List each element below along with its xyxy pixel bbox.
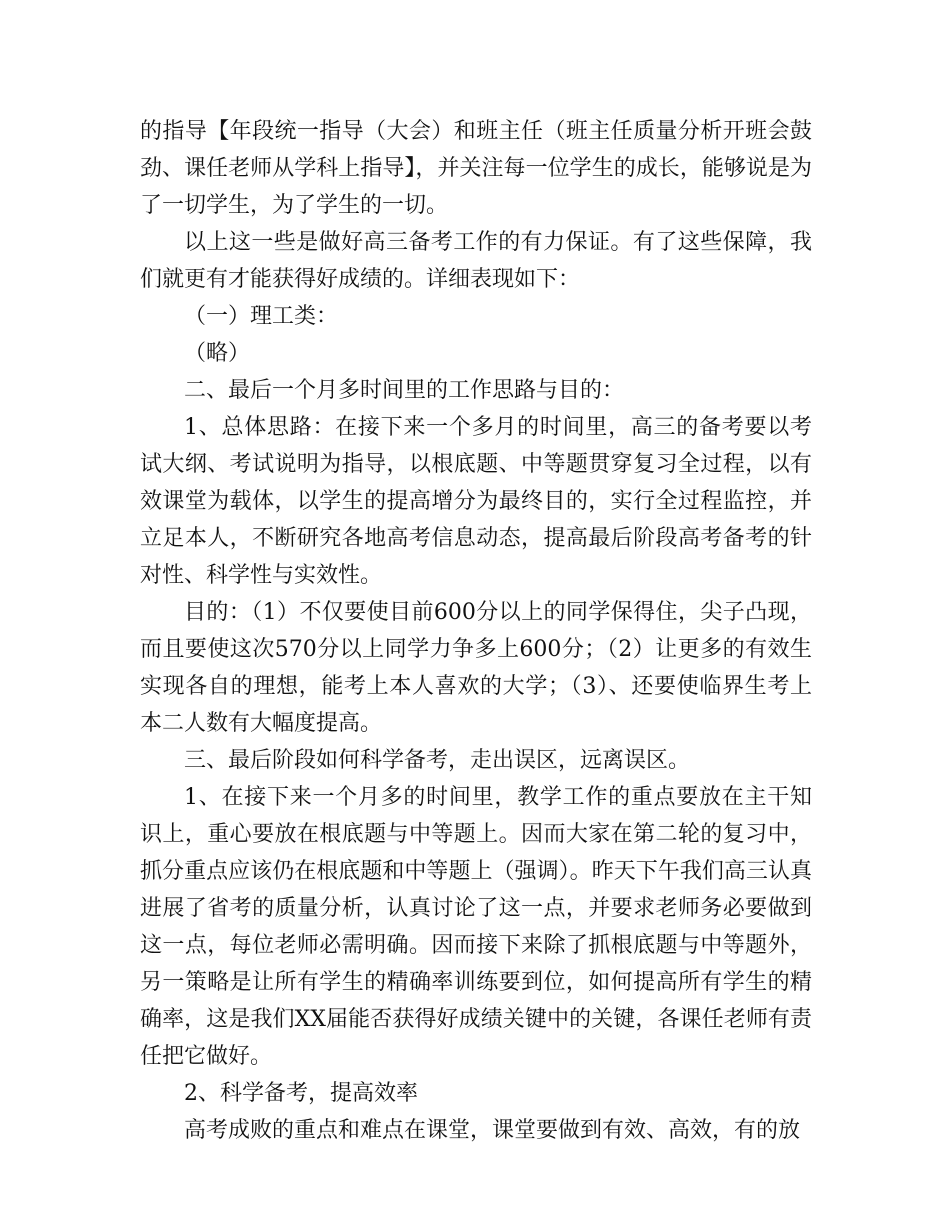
paragraph-guarantee-summary: 以上这一些是做好高三备考工作的有力保证。有了这些保障，我们就更有才能获得好成绩的。详细表现如下： [140, 230, 812, 292]
paragraph-omitted: （略） [184, 341, 251, 366]
paragraph-classroom: 高考成败的重点和难点在课堂，课堂要做到有效、高效，有的放 [184, 1118, 801, 1143]
paragraph-goals: 目的：（1）不仅要使目前600分以上的同学保得住，尖子凸现，而且要使这次570分以上同学力争多上600分；（2）让更多的有效生实现各自的理想，能考上本人喜欢的大学；（3）、还要使临界生考上本二人数有大幅度提高。 [140, 600, 812, 736]
paragraph-continuation: 的指导【年段统一指导（大会）和班主任（班主任质量分析开班会鼓劲、课任老师从学科上指导】，并关注每一位学生的成长，能够说是为了一切学生，为了学生的一切。 [140, 119, 812, 218]
document-body [140, 113, 812, 1149]
section-heading-3: 三、最后阶段如何科学备考，走出误区，远离误区。 [184, 748, 691, 773]
paragraph-science-category: （一）理工类： [184, 304, 339, 329]
paragraph-key-focus: 1、在接下来一个月多的时间里，教学工作的重点要放在主干知识上，重心要放在根底题与中等题上。因而大家在第二轮的复习中，抓分重点应该仍在根底题和中等题上（强调）。昨天下午我们高三认真进展了省考的质量分析，认真讨论了这一点，并要求老师务必要做到这一点，每位老师必需明确。因而接下来除了抓根底题与中等题外，另一策略是让所有学生的精确率训练要到位，如何提高所有学生的精确率，这是我们XX届能否获得好成绩关键中的关键，各课任老师有责任把它做好。 [140, 785, 812, 1069]
section-heading-2: 二、最后一个月多时间里的工作思路与目的： [184, 378, 625, 403]
paragraph-overall-approach: 1、总体思路：在接下来一个多月的时间里，高三的备考要以考试大纲、考试说明为指导，以根底题、中等题贯穿复习全过程，以有效课堂为载体，以学生的提高增分为最终目的，实行全过程监控，并立足本人，不断研究各地高考信息动态，提高最后阶段高考备考的针对性、科学性与实效性。 [140, 415, 812, 588]
subheading-efficiency: 2、科学备考，提高效率 [184, 1081, 418, 1106]
